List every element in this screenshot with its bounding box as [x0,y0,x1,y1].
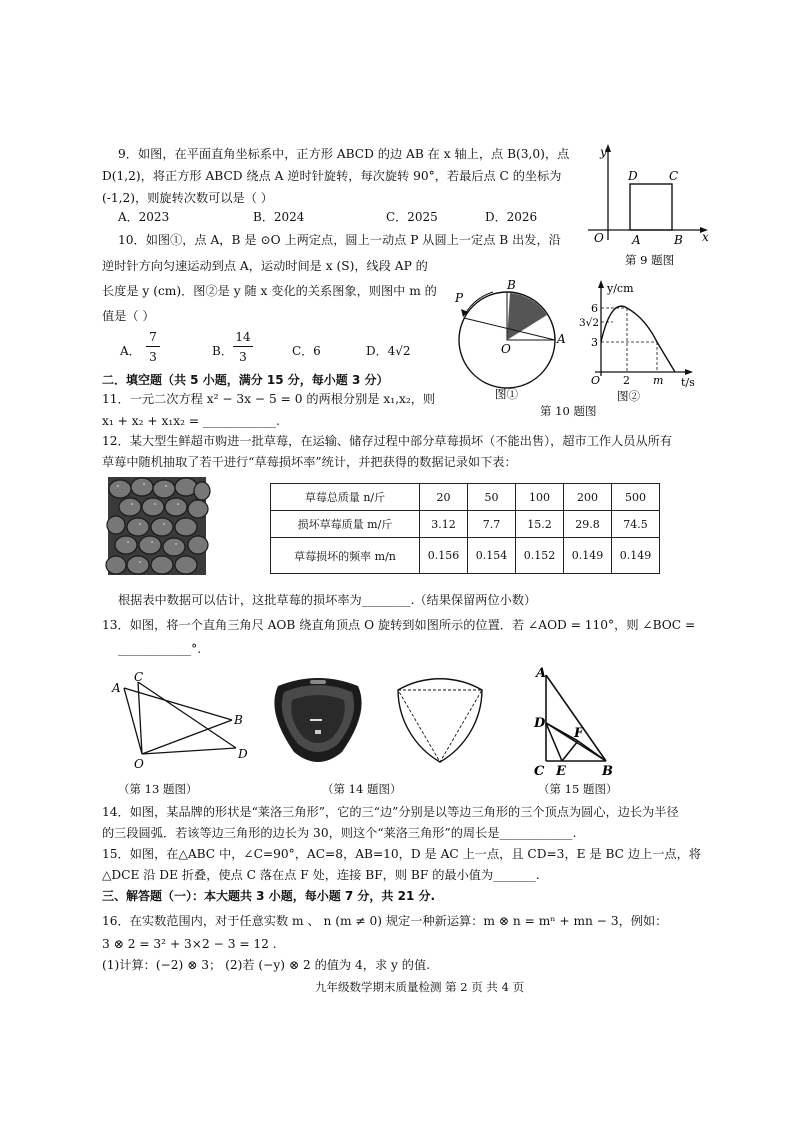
fig10-caption-1: 图① [495,387,518,401]
q16-line3: (1)计算：(−2) ⊗ 3； (2)若 (−y) ⊗ 2 的值为 4，求 y 的值. [102,958,431,972]
fig10g-label-6: 6 [591,302,598,315]
table-header-frequency: 草莓损坏的频率 m/n [271,538,420,574]
figure-14-reuleaux [392,676,492,776]
figure-10-graph [575,278,695,403]
figure-14-product [268,672,368,768]
fig10g-label-m: m [653,374,664,387]
q10-option-b: B． [212,344,233,358]
fig15-label-e: E [556,764,566,779]
fig15-label-b: B [602,764,613,779]
fig10-label-p: P [455,291,464,305]
fig10-label-o: O [501,342,511,356]
q12-line2: 草莓中随机抽取了若干进行“草莓损坏率”统计，并把获得的数据记录如下表： [102,455,517,469]
section-3-heading: 三、解答题（一）：本大题共 3 小题，每小题 7 分，共 21 分. [102,889,436,903]
table-cell: 29.8 [564,511,612,538]
table-cell: 0.149 [612,538,660,574]
fig9-label-o: O [594,231,604,245]
q12-tail: 根据表中数据可以估计，这批草莓的损坏率为________.（结果保留两位小数） [118,593,537,607]
q10-option-a: A． [120,344,141,358]
q15-line1: 15．如图，在△ABC 中，∠C=90°，AC=8，AB=10，D 是 AC 上一点，且 CD=3，E 是 BC 边上一点，将 [102,847,701,861]
fig10g-label-y: y/cm [607,282,634,295]
q16-line2: 3 ⊗ 2 = 3² + 3×2 − 3 = 12 . [102,937,277,951]
fig10g-label-o: O [591,374,601,387]
q9-line3: (-1,2)，则旋转次数可以是（ ） [102,191,273,205]
q10-line2: 逆时针方向匀速运动到点 A，运动时间是 x (S)，线段 AP 的 [102,259,428,273]
q10-option-b-num: 14 [235,330,251,344]
fig13-label-b: B [234,713,243,727]
fig13-label-a: A [112,681,121,695]
fig15-caption: （第 15 题图） [538,782,618,796]
fig9-label-x: x [702,230,709,244]
fig15-label-f: F [574,726,584,741]
table-cell: 0.156 [420,538,468,574]
q10-option-d: D．4√2 [366,344,411,358]
table-cell: 74.5 [612,511,660,538]
q9-option-a: A．2023 [118,210,170,224]
table-header-total: 草莓总质量 n/斤 [271,484,420,511]
q13-line2: ____________°. [118,642,202,656]
fig9-caption: 第 9 题图 [625,253,675,267]
fig9-label-b: B [674,233,683,247]
strawberry-table [270,483,660,574]
fig13-label-d: D [238,747,248,761]
section-2-heading: 二．填空题（共 5 小题，满分 15 分，每小题 3 分） [102,373,389,387]
table-cell: 200 [564,484,612,511]
q10-line1: 10．如图①，点 A，B 是 ⊙O 上两定点，圆上一动点 P 从圆上一定点 B 出发，沿 [118,233,561,247]
q10-option-a-num: 7 [149,330,157,344]
fig10-caption: 第 10 题图 [540,404,597,418]
fig13-label-o: O [134,757,144,771]
table-cell: 0.149 [564,538,612,574]
table-header-damaged: 损坏草莓质量 m/斤 [271,511,420,538]
q14-line1: 14．如图，某品牌的形状是“莱洛三角形”，它的三“边”分别是以等边三角形的三个顶点为圆心，边长为半径 [102,805,679,819]
fig9-square [630,184,672,230]
q9-line1: 9．如图，在平面直角坐标系中，正方形 ABCD 的边 AB 在 x 轴上，点 B(3,0)，点 [118,147,570,161]
fig14-caption: （第 14 题图） [322,782,402,796]
q9-option-b: B．2024 [253,210,305,224]
table-cell: 7.7 [468,511,516,538]
table-cell: 100 [516,484,564,511]
fig10g-label-3: 3 [591,336,598,349]
fig10-label-a: A [557,332,566,346]
q11-line2: x₁ + x₂ + x₁x₂ = ____________. [102,414,280,428]
fig15-label-d: D [534,716,546,731]
page-footer: 九年级数学期末质量检测 第 2 页 共 4 页 [315,980,525,994]
fig10g-y-arrow [598,280,604,288]
fig10g-x-arrow [685,369,693,375]
figure-15 [528,665,628,780]
table-cell: 0.152 [516,538,564,574]
q10-line4: 值是（ ） [102,309,155,323]
table-cell: 3.12 [420,511,468,538]
q9-line2: D(1,2)，将正方形 ABCD 绕点 A 逆时针旋转，每次旋转 90°，若最后点 C 的坐标为 [102,169,562,183]
fig10g-curve [601,306,675,372]
table-cell: 0.154 [468,538,516,574]
fig15-label-a: A [536,666,547,681]
q10-line3: 长度是 y (cm)．图②是 y 随 x 变化的关系图象，则图中 m 的 [102,284,437,298]
q9-option-d: D．2026 [485,210,538,224]
fig10-label-b: B [507,278,516,292]
q10-option-a-den: 3 [149,350,157,364]
fig9-label-d: D [628,169,638,183]
q10-option-a-bar [146,346,160,347]
strawberry-photo [108,477,206,575]
q14-line2: 的三段圆弧．若该等边三角形的边长为 30，则这个“莱洛三角形”的周长是____________. [102,826,577,840]
q10-option-c: C．6 [292,344,321,358]
fig10g-label-t: t/s [681,376,695,389]
table-row [271,511,660,538]
fig9-label-a: A [632,233,641,247]
q13-line1: 13．如图，将一个直角三角尺 AOB 绕直角顶点 O 旋转到如图所示的位置．若 ∠AOD = 110°，则 ∠BOC = [102,618,696,632]
table-row [271,538,660,574]
figure-9 [580,140,710,275]
table-cell: 50 [468,484,516,511]
fig15-label-c: C [534,764,545,779]
table-row [271,484,660,511]
q10-option-b-bar [233,346,253,347]
fig10g-label-2: 2 [623,374,630,387]
fig10g-label-r: 3√2 [579,317,600,329]
fig9-label-c: C [669,169,679,183]
fig10-caption-2: 图② [617,389,640,403]
fig13-caption: （第 13 题图） [118,782,198,796]
q15-line2: △DCE 沿 DE 折叠，使点 C 落在点 F 处，连接 BF，则 BF 的最小值为_______. [102,868,540,882]
q10-option-b-den: 3 [239,350,247,364]
q11-line1: 11．一元二次方程 x² − 3x − 5 = 0 的两根分别是 x₁,x₂，则 [102,392,436,406]
q9-option-c: C．2025 [386,210,438,224]
fig9-label-y: y [600,145,607,159]
fig13-label-c: C [134,670,144,684]
table-cell: 500 [612,484,660,511]
q12-line1: 12．某大型生鲜超市购进一批草莓，在运输、储存过程中部分草莓损坏（不能出售），超市工作人员从所有 [102,434,673,448]
figure-10-circle [455,280,575,405]
table-cell: 15.2 [516,511,564,538]
q16-line1: 16．在实数范围内，对于任意实数 m 、 n (m ≠ 0) 规定一种新运算：m ⊗ n = mⁿ + mn − 3，例如： [102,914,668,928]
figure-13 [108,670,258,770]
table-cell: 20 [420,484,468,511]
